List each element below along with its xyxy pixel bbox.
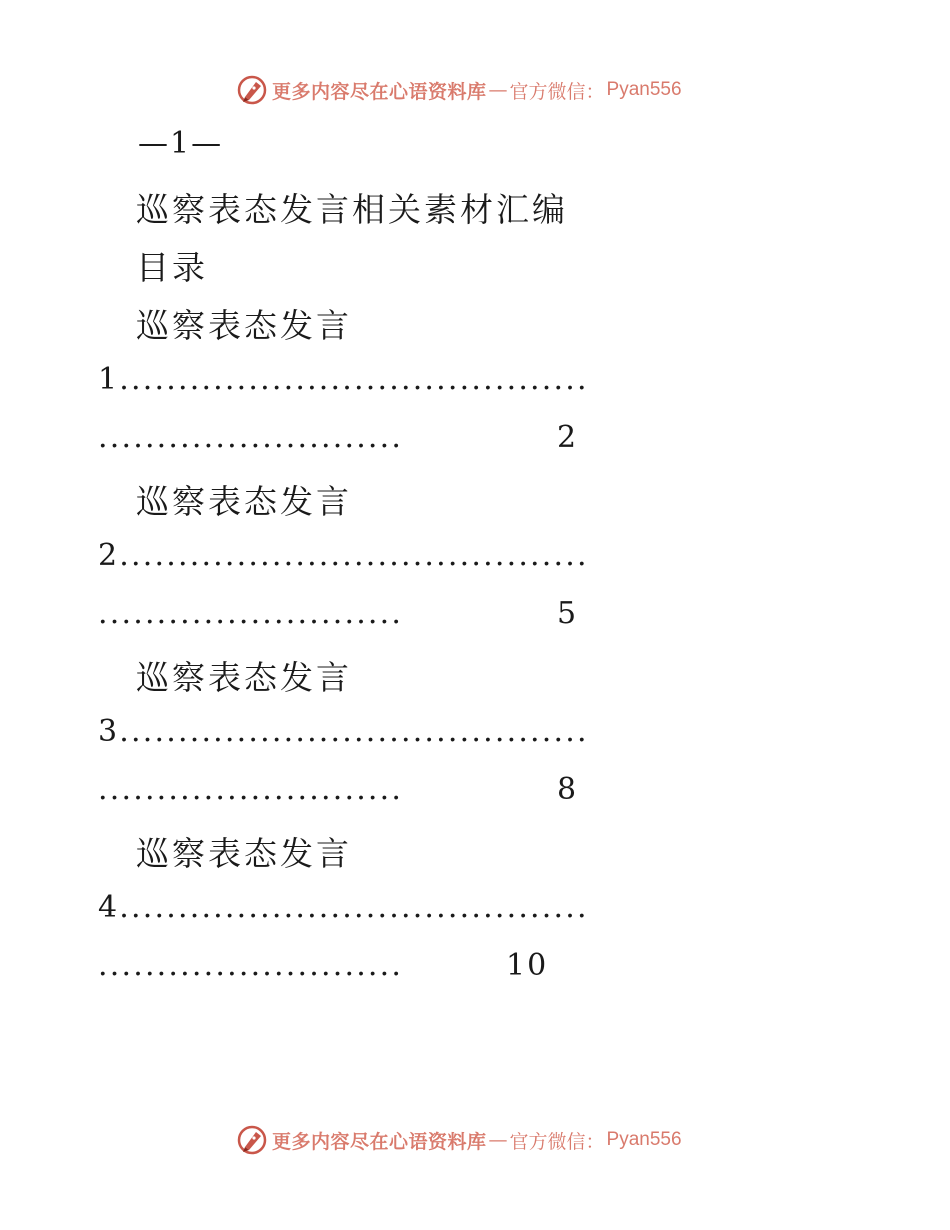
toc-entry-leader-line1: 3........................................: [98, 714, 589, 749]
toc-entry-page: 5: [557, 596, 577, 631]
toc-entry-leader-line2: ..........................: [98, 596, 404, 631]
toc-entry-leader-line1: 4........................................: [98, 890, 589, 925]
toc-entry-leader-line1: 2........................................: [98, 538, 589, 573]
toc-heading: 目录: [136, 248, 208, 287]
footer-wechat-id: Pyan556: [606, 1129, 682, 1150]
header-dash: —: [488, 79, 508, 101]
document-title: 巡察表态发言相关素材汇编: [136, 190, 568, 229]
footer-banner: [236, 1122, 682, 1158]
toc-entry-leader-line2: ..........................: [98, 420, 404, 455]
toc-entry-title: 巡察表态发言: [136, 658, 352, 697]
toc-entry-page: 10: [506, 948, 549, 983]
toc-entry-leader-line2: ..........................: [98, 948, 404, 983]
footer-dash: —: [488, 1129, 508, 1151]
toc-entry-leader-line2: ..........................: [98, 772, 404, 807]
toc-entry-page: 2: [557, 420, 577, 455]
header-banner: [236, 72, 682, 108]
toc-entry-title: 巡察表态发言: [136, 834, 352, 873]
header-brand-text: 更多内容尽在心语资料库: [272, 80, 487, 103]
footer-wechat-label: 官方微信：: [509, 1130, 605, 1153]
toc-entry-title: 巡察表态发言: [136, 482, 352, 521]
pen-logo-icon: [236, 1124, 268, 1156]
toc-entry-title: 巡察表态发言: [136, 306, 352, 345]
pen-logo-icon: [236, 74, 268, 106]
toc-entry-page: 8: [557, 772, 577, 807]
toc-entry-leader-line1: 1........................................: [98, 362, 589, 397]
footer-brand-text: 更多内容尽在心语资料库: [272, 1130, 487, 1153]
page-number: —1—: [138, 126, 224, 161]
header-wechat-id: Pyan556: [606, 79, 682, 100]
header-wechat-label: 官方微信：: [509, 80, 605, 103]
